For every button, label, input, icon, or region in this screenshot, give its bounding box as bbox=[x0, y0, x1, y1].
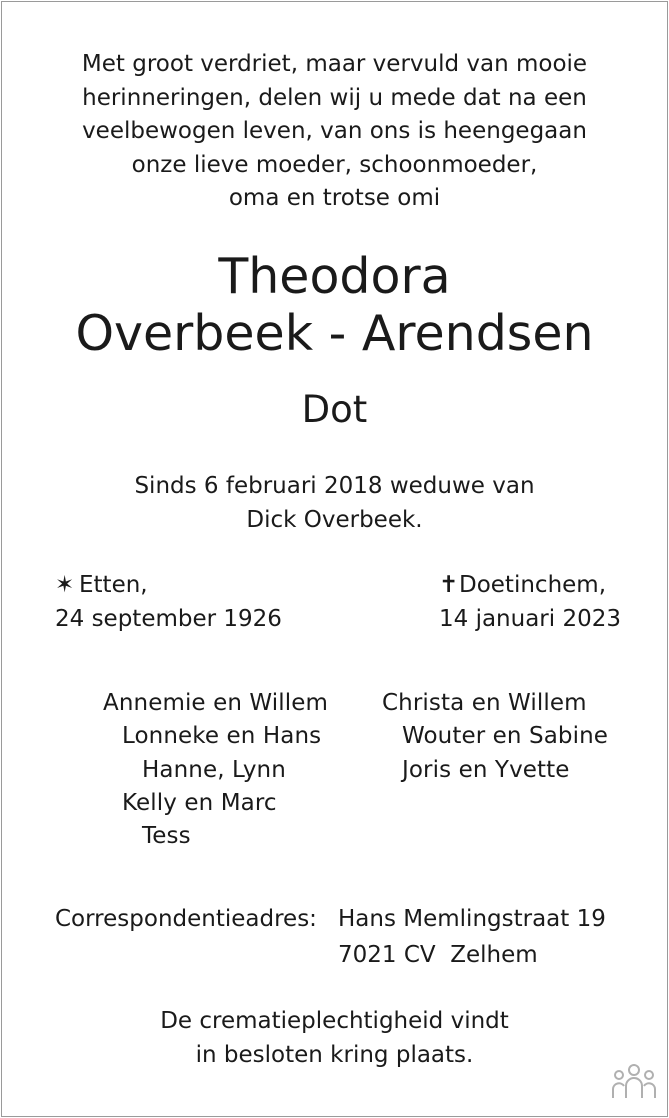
death-place: Doetinchem, bbox=[459, 572, 607, 598]
people-group-icon bbox=[610, 1062, 658, 1102]
birth-info bbox=[55, 569, 282, 636]
deceased-first-name: Theodora bbox=[218, 248, 451, 305]
ceremony-line: De crematieplechtigheid vindt bbox=[160, 1008, 509, 1034]
death-date: 14 januari 2023 bbox=[439, 605, 622, 632]
family-left-3: Hanne, Lynn bbox=[142, 757, 286, 783]
deceased-surname: Overbeek - Arendsen bbox=[75, 305, 594, 362]
address-street: Hans Memlingstraat 19 bbox=[338, 906, 606, 932]
intro-line: Met groot verdriet, maar vervuld van mooie bbox=[81, 51, 588, 77]
family-left-2: Lonneke en Hans bbox=[122, 723, 322, 749]
birth-place: Etten, bbox=[79, 572, 148, 598]
birth-star-icon: ✶ bbox=[55, 572, 75, 598]
family-right-3: Joris en Yvette bbox=[402, 757, 570, 783]
correspondence-address bbox=[338, 903, 606, 975]
intro-line: oma en trotse omi bbox=[228, 185, 441, 211]
widow-line: Dick Overbeek. bbox=[246, 506, 423, 533]
ceremony-text bbox=[0, 1005, 669, 1072]
family-right-1: Christa en Willem bbox=[382, 690, 587, 716]
family-left-4: Kelly en Marc bbox=[122, 790, 277, 816]
death-cross-icon: ✝ bbox=[439, 572, 459, 598]
intro-line: herinneringen, delen wij u mede dat na een bbox=[82, 84, 587, 111]
family-left-5: Tess bbox=[142, 823, 191, 849]
intro-line: onze lieve moeder, schoonmoeder, bbox=[131, 151, 538, 178]
death-info bbox=[439, 569, 621, 636]
ceremony-line: in besloten kring plaats. bbox=[195, 1041, 474, 1068]
deceased-nickname: Dot bbox=[301, 388, 368, 431]
family-right-2: Wouter en Sabine bbox=[402, 723, 609, 749]
address-city: 7021 CV Zelhem bbox=[338, 942, 538, 968]
birth-date: 24 september 1926 bbox=[55, 605, 282, 632]
family-left-1: Annemie en Willem bbox=[103, 690, 328, 716]
intro-text bbox=[0, 48, 669, 216]
widow-line: Sinds 6 februari 2018 weduwe van bbox=[134, 473, 535, 499]
intro-line: veelbewogen leven, van ons is heengegaan bbox=[82, 118, 587, 144]
correspondence-label: Correspondentieadres: bbox=[55, 906, 317, 932]
widow-text bbox=[0, 470, 669, 537]
